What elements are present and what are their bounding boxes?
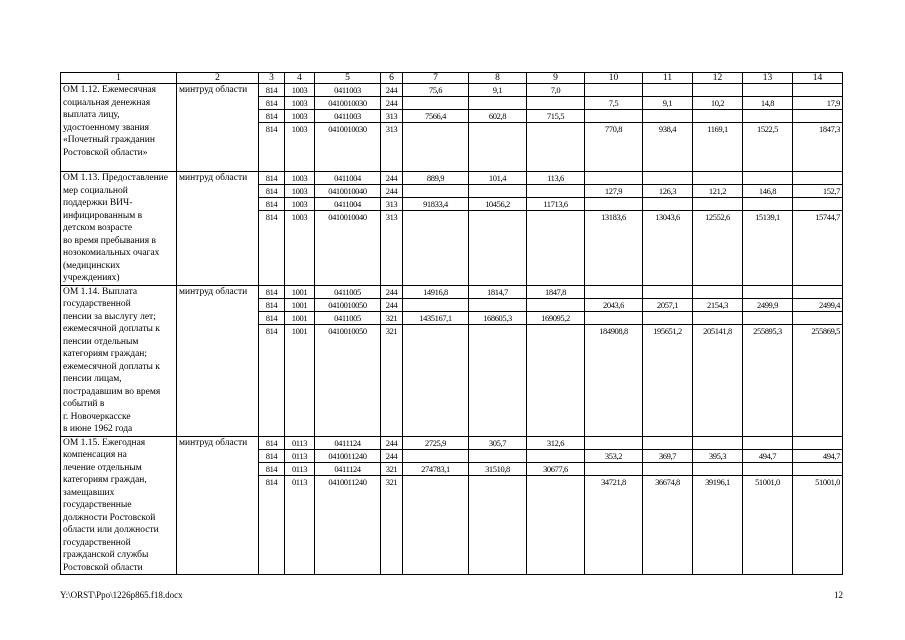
value-cell: 814 — [259, 198, 285, 211]
value-cell: 244 — [381, 298, 403, 311]
measure-name-line: детском возрасте — [63, 223, 133, 233]
value-cell: 814 — [259, 311, 285, 324]
value-cell: 313 — [381, 110, 403, 123]
value-cell — [693, 285, 743, 298]
measure-name-line: Ростовской области — [63, 562, 143, 573]
measure-name-line: ОМ 1.13. Предоставление — [63, 173, 168, 183]
table-row — [61, 436, 843, 449]
value-cell: 0411005 — [315, 311, 381, 324]
value-cell: 1003 — [285, 97, 315, 110]
value-cell: 395,3 — [693, 449, 743, 462]
measure-name-line: должности Ростовской — [63, 512, 156, 523]
value-cell: 152,7 — [793, 185, 843, 198]
value-cell: 814 — [259, 285, 285, 298]
table-row — [61, 172, 843, 185]
value-cell: 353,2 — [585, 449, 643, 462]
column-number-cell: 1 — [61, 73, 177, 84]
measure-name-line: (медицинских — [63, 260, 121, 271]
value-cell: 814 — [259, 449, 285, 462]
value-cell: 494,7 — [793, 449, 843, 462]
value-cell — [743, 462, 793, 475]
value-cell — [403, 324, 469, 436]
measure-name-line: социальная денежная — [63, 97, 151, 108]
value-cell: 1169,1 — [693, 123, 743, 172]
value-cell — [585, 110, 643, 123]
value-cell — [793, 285, 843, 298]
value-cell — [527, 324, 585, 436]
value-cell: 255869,5 — [793, 324, 843, 436]
column-number-cell: 9 — [527, 73, 585, 84]
value-cell: 814 — [259, 172, 285, 185]
value-cell — [643, 285, 693, 298]
value-cell — [527, 211, 585, 285]
value-cell: 814 — [259, 298, 285, 311]
value-cell: 313 — [381, 198, 403, 211]
value-cell: 244 — [381, 97, 403, 110]
value-cell: 2154,3 — [693, 298, 743, 311]
measure-name-line: Ростовской области» — [63, 147, 148, 158]
measure-name-line: категориям граждан, — [63, 475, 147, 485]
value-cell: 36674,8 — [643, 475, 693, 574]
value-cell — [793, 462, 843, 475]
value-cell: 2043,6 — [585, 298, 643, 311]
value-cell: 321 — [381, 462, 403, 475]
value-cell — [793, 436, 843, 449]
value-cell — [527, 97, 585, 110]
measure-name-line: замещавших — [63, 487, 115, 498]
value-cell: 1814,7 — [469, 285, 527, 298]
measure-name-line: ОМ 1.12. Ежемесячная — [63, 85, 157, 95]
value-cell — [693, 198, 743, 211]
value-cell — [643, 110, 693, 123]
measure-name-line: государственные — [63, 500, 132, 510]
value-cell — [793, 172, 843, 185]
value-cell: 1003 — [285, 172, 315, 185]
value-cell: 321 — [381, 324, 403, 436]
value-cell: 814 — [259, 436, 285, 449]
value-cell: 715,5 — [527, 110, 585, 123]
value-cell: 0411003 — [315, 110, 381, 123]
value-cell: 494,7 — [743, 449, 793, 462]
value-cell: 1847,3 — [793, 123, 843, 172]
value-cell: 814 — [259, 211, 285, 285]
value-cell: 51001,0 — [793, 475, 843, 574]
value-cell — [527, 449, 585, 462]
document-path: Y:\ORST\Ppo\1226p865.f18.docx — [60, 590, 183, 600]
measure-name-line: учреждениях) — [63, 273, 120, 283]
value-cell: 195651,2 — [643, 324, 693, 436]
value-cell — [693, 84, 743, 97]
measure-name-cell — [61, 172, 177, 286]
value-cell: 2725,9 — [403, 436, 469, 449]
value-cell: 0113 — [285, 449, 315, 462]
page-number: 12 — [834, 590, 843, 600]
value-cell — [585, 172, 643, 185]
value-cell — [469, 123, 527, 172]
value-cell: 39196,1 — [693, 475, 743, 574]
column-number-cell: 3 — [259, 73, 285, 84]
measure-name-line: пострадавшим во время — [63, 386, 161, 397]
value-cell — [743, 311, 793, 324]
value-cell: 51001,0 — [743, 475, 793, 574]
measure-name-line: государственной — [63, 537, 131, 548]
value-cell — [585, 311, 643, 324]
measure-name-line: государственной — [63, 299, 131, 309]
value-cell: 770,8 — [585, 123, 643, 172]
value-cell — [643, 311, 693, 324]
value-cell: 0410010050 — [315, 324, 381, 436]
value-cell — [793, 311, 843, 324]
value-cell — [743, 436, 793, 449]
value-cell: 1003 — [285, 211, 315, 285]
value-cell: 0410010040 — [315, 185, 381, 198]
value-cell: 121,2 — [693, 185, 743, 198]
value-cell: 274783,1 — [403, 462, 469, 475]
value-cell — [403, 475, 469, 574]
table-row — [61, 84, 843, 97]
value-cell — [693, 436, 743, 449]
measure-name-line: пенсии отдельным — [63, 336, 139, 347]
value-cell — [585, 462, 643, 475]
value-cell: 9,1 — [643, 97, 693, 110]
value-cell — [403, 97, 469, 110]
value-cell: 1522,5 — [743, 123, 793, 172]
value-cell: 1001 — [285, 311, 315, 324]
measure-name-line: поддержки ВИЧ- — [63, 198, 133, 208]
value-cell: 17,9 — [793, 97, 843, 110]
value-cell — [643, 172, 693, 185]
value-cell — [643, 198, 693, 211]
value-cell: 1847,8 — [527, 285, 585, 298]
value-cell: 369,7 — [643, 449, 693, 462]
value-cell: 2057,1 — [643, 298, 693, 311]
value-cell: 75,6 — [403, 84, 469, 97]
value-cell — [585, 84, 643, 97]
value-cell — [743, 84, 793, 97]
measure-name-line: лечение отдельным — [63, 462, 142, 473]
value-cell: 1001 — [285, 298, 315, 311]
value-cell — [469, 185, 527, 198]
value-cell: 814 — [259, 324, 285, 436]
value-cell — [403, 449, 469, 462]
value-cell — [693, 110, 743, 123]
value-cell — [469, 449, 527, 462]
value-cell: 10456,2 — [469, 198, 527, 211]
measure-name-cell — [61, 285, 177, 436]
value-cell — [743, 110, 793, 123]
value-cell: 0113 — [285, 462, 315, 475]
value-cell: 0411004 — [315, 198, 381, 211]
measure-name-cell — [61, 436, 177, 575]
value-cell — [469, 298, 527, 311]
value-cell: 814 — [259, 462, 285, 475]
value-cell: 30677,6 — [527, 462, 585, 475]
value-cell — [743, 172, 793, 185]
value-cell — [643, 462, 693, 475]
value-cell: 15139,1 — [743, 211, 793, 285]
value-cell: 14,8 — [743, 97, 793, 110]
value-cell: 11713,6 — [527, 198, 585, 211]
value-cell: 313 — [381, 211, 403, 285]
value-cell: 305,7 — [469, 436, 527, 449]
value-cell — [469, 211, 527, 285]
value-cell: 0411124 — [315, 462, 381, 475]
value-cell: 244 — [381, 436, 403, 449]
value-cell — [743, 198, 793, 211]
measure-name-line: пенсии лицам, — [63, 374, 122, 384]
value-cell — [585, 436, 643, 449]
column-number-cell: 11 — [643, 73, 693, 84]
value-cell — [693, 311, 743, 324]
column-number-cell: 10 — [585, 73, 643, 84]
value-cell — [693, 462, 743, 475]
value-cell: 0410010030 — [315, 123, 381, 172]
measure-name-line: выплата лицу, — [63, 110, 120, 120]
value-cell: 244 — [381, 449, 403, 462]
value-cell — [643, 84, 693, 97]
value-cell: 1435167,1 — [403, 311, 469, 324]
value-cell: 9,1 — [469, 84, 527, 97]
header-row — [61, 73, 843, 84]
value-cell: 0410011240 — [315, 449, 381, 462]
value-cell — [527, 475, 585, 574]
measure-name-line: компенсация на — [63, 450, 127, 460]
value-cell — [793, 110, 843, 123]
value-cell: 7566,4 — [403, 110, 469, 123]
measure-name-line: области или должности — [63, 525, 159, 535]
value-cell: 602,8 — [469, 110, 527, 123]
value-cell: 91833,4 — [403, 198, 469, 211]
value-cell: 814 — [259, 110, 285, 123]
value-cell — [403, 123, 469, 172]
value-cell — [403, 298, 469, 311]
value-cell — [527, 185, 585, 198]
value-cell: 34721,8 — [585, 475, 643, 574]
value-cell: 312,6 — [527, 436, 585, 449]
value-cell: 126,3 — [643, 185, 693, 198]
executor-cell: минтруд области — [177, 172, 259, 286]
value-cell: 184908,8 — [585, 324, 643, 436]
value-cell — [585, 285, 643, 298]
measure-name-line: ежемесячной доплаты к — [63, 361, 160, 372]
value-cell: 244 — [381, 84, 403, 97]
measure-name-cell — [61, 84, 177, 172]
value-cell: 146,8 — [743, 185, 793, 198]
measure-name-line: ежемесячной доплаты к — [63, 324, 160, 334]
column-number-cell: 6 — [381, 73, 403, 84]
value-cell: 31510,8 — [469, 462, 527, 475]
executor-cell: минтруд области — [177, 285, 259, 436]
value-cell — [527, 123, 585, 172]
column-number-cell: 5 — [315, 73, 381, 84]
value-cell — [585, 198, 643, 211]
measure-name-line: мер социальной — [63, 185, 128, 196]
value-cell: 814 — [259, 84, 285, 97]
value-cell — [793, 198, 843, 211]
column-number-cell: 7 — [403, 73, 469, 84]
executor-cell: минтруд области — [177, 436, 259, 575]
value-cell: 14916,8 — [403, 285, 469, 298]
value-cell: 101,4 — [469, 172, 527, 185]
value-cell — [743, 285, 793, 298]
value-cell: 2499,9 — [743, 298, 793, 311]
measure-name-line: категориям граждан; — [63, 349, 148, 359]
value-cell — [527, 298, 585, 311]
value-cell: 12552,6 — [693, 211, 743, 285]
measure-name-line: ОМ 1.15. Ежегодная — [63, 437, 146, 448]
value-cell: 7,0 — [527, 84, 585, 97]
column-number-cell: 12 — [693, 73, 743, 84]
value-cell: 1003 — [285, 185, 315, 198]
value-cell: 814 — [259, 475, 285, 574]
measure-name-line: событий в — [63, 399, 105, 409]
value-cell: 889,9 — [403, 172, 469, 185]
measure-name-line: «Почетный гражданин — [63, 135, 155, 145]
value-cell: 15744,7 — [793, 211, 843, 285]
value-cell: 814 — [259, 123, 285, 172]
value-cell: 113,6 — [527, 172, 585, 185]
column-number-cell: 4 — [285, 73, 315, 84]
value-cell: 169095,2 — [527, 311, 585, 324]
value-cell: 814 — [259, 185, 285, 198]
measure-name-line: г. Новочеркасске — [63, 411, 131, 422]
column-number-cell: 13 — [743, 73, 793, 84]
value-cell — [793, 84, 843, 97]
value-cell — [403, 211, 469, 285]
value-cell: 814 — [259, 97, 285, 110]
measure-name-line: в июне 1962 года — [63, 424, 133, 434]
measure-name-line: удостоенному звания — [63, 122, 150, 133]
value-cell: 0411004 — [315, 172, 381, 185]
value-cell: 0410010030 — [315, 97, 381, 110]
table-row — [61, 285, 843, 298]
column-number-cell: 2 — [177, 73, 259, 84]
value-cell — [643, 436, 693, 449]
value-cell: 13043,6 — [643, 211, 693, 285]
value-cell — [693, 172, 743, 185]
value-cell: 255895,3 — [743, 324, 793, 436]
value-cell: 2499,4 — [793, 298, 843, 311]
value-cell: 244 — [381, 285, 403, 298]
value-cell — [403, 185, 469, 198]
value-cell: 1003 — [285, 110, 315, 123]
measure-name-line: гражданской службы — [63, 550, 149, 560]
value-cell: 938,4 — [643, 123, 693, 172]
value-cell — [469, 324, 527, 436]
value-cell: 127,9 — [585, 185, 643, 198]
value-cell: 0410011240 — [315, 475, 381, 574]
value-cell: 0113 — [285, 436, 315, 449]
value-cell: 0410010040 — [315, 211, 381, 285]
value-cell — [469, 475, 527, 574]
value-cell: 168605,3 — [469, 311, 527, 324]
column-number-cell: 14 — [793, 73, 843, 84]
measure-name-line: во время пребывания в — [63, 235, 156, 246]
value-cell: 10,2 — [693, 97, 743, 110]
value-cell: 0113 — [285, 475, 315, 574]
value-cell: 7,5 — [585, 97, 643, 110]
value-cell: 313 — [381, 123, 403, 172]
value-cell: 1001 — [285, 324, 315, 436]
measure-name-line: пенсии за выслугу лет; — [63, 311, 156, 322]
value-cell: 1001 — [285, 285, 315, 298]
budget-table — [60, 72, 843, 575]
value-cell: 205141,8 — [693, 324, 743, 436]
value-cell: 321 — [381, 475, 403, 574]
value-cell: 0410010050 — [315, 298, 381, 311]
value-cell: 13183,6 — [585, 211, 643, 285]
value-cell: 1003 — [285, 123, 315, 172]
measure-name-line: нозокомиальных очагах — [63, 248, 160, 258]
measure-name-line: ОМ 1.14. Выплата — [63, 286, 138, 297]
measure-name-line: инфицированным в — [63, 210, 143, 221]
executor-cell: минтруд области — [177, 84, 259, 172]
value-cell: 0411003 — [315, 84, 381, 97]
value-cell: 321 — [381, 311, 403, 324]
value-cell — [469, 97, 527, 110]
value-cell: 0411005 — [315, 285, 381, 298]
value-cell: 1003 — [285, 84, 315, 97]
value-cell: 244 — [381, 172, 403, 185]
column-number-cell: 8 — [469, 73, 527, 84]
value-cell: 0411124 — [315, 436, 381, 449]
value-cell: 1003 — [285, 198, 315, 211]
value-cell: 244 — [381, 185, 403, 198]
